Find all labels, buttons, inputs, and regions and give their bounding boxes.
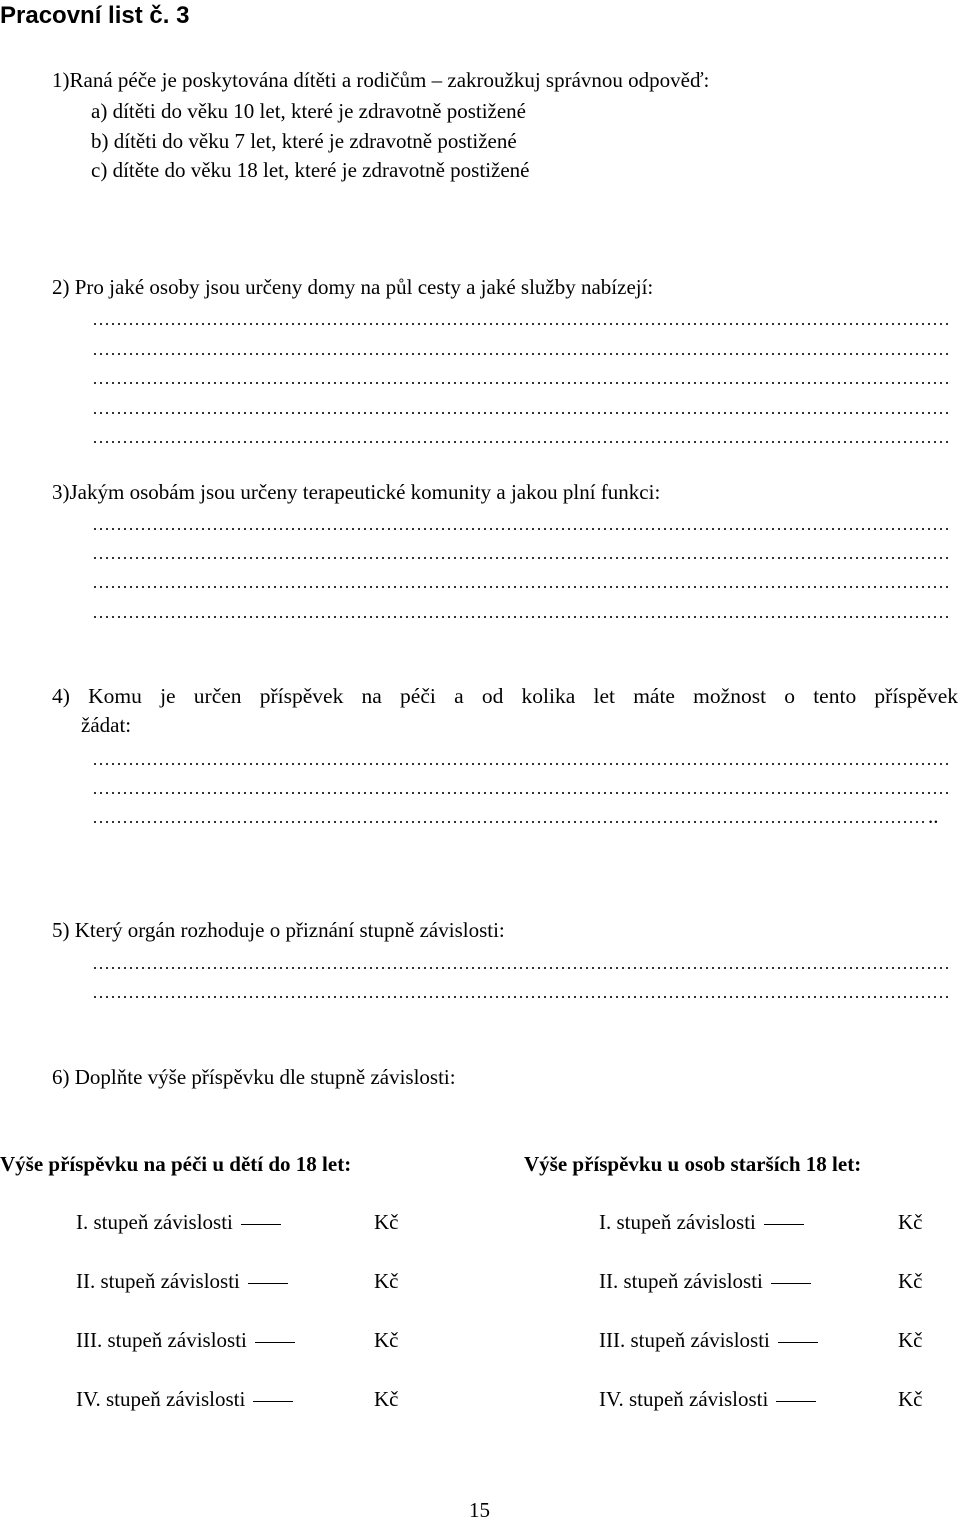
right-row-2-currency[interactable]: Kč: [898, 1269, 923, 1293]
left-row-2-label: II. stupeň závislosti: [76, 1269, 240, 1293]
answer-line[interactable]: [92, 967, 952, 969]
question-3: 3)Jakým osobám jsou určeny terapeutické komunity a jakou plní funkci:: [52, 480, 661, 504]
right-row-1-currency[interactable]: Kč: [898, 1210, 923, 1234]
dash: [764, 1224, 804, 1225]
answer-line[interactable]: [92, 557, 952, 559]
answer-line[interactable]: [92, 763, 952, 765]
left-row-1-currency[interactable]: Kč: [374, 1210, 399, 1234]
left-row-4-currency[interactable]: Kč: [374, 1387, 399, 1411]
q1-option-a[interactable]: a) dítěti do věku 10 let, které je zdravotně postižené: [91, 99, 527, 123]
left-row-1-label: I. stupeň závislosti: [76, 1210, 233, 1234]
question-5: 5) Který orgán rozhoduje o přiznání stupně závislosti:: [52, 918, 505, 942]
right-row-3-currency[interactable]: Kč: [898, 1328, 923, 1352]
left-row-3-currency[interactable]: Kč: [374, 1328, 399, 1352]
left-row-label: [76, 1271, 288, 1292]
answer-line[interactable]: [92, 528, 952, 530]
q1-option-b[interactable]: b) dítěti do věku 7 let, které je zdravotně postižené: [91, 129, 517, 153]
answer-line[interactable]: [92, 996, 952, 998]
right-row-1-label: I. stupeň závislosti: [599, 1210, 756, 1234]
page-title: Pracovní list č. 3: [0, 2, 190, 29]
question-4: 4) Komu je určen příspěvek na péči a od kolika let máte možnost o tento příspěvek: [52, 684, 958, 708]
left-table-header: Výše příspěvku na péči u dětí do 18 let:: [0, 1152, 352, 1176]
right-row-label: [599, 1212, 804, 1233]
right-row-4-currency[interactable]: Kč: [898, 1387, 923, 1411]
dash: [248, 1283, 288, 1284]
question-6: 6) Doplňte výše příspěvku dle stupně závislosti:: [52, 1065, 456, 1089]
question-4-cont: žádat:: [81, 713, 132, 737]
right-row-label: [599, 1271, 811, 1292]
left-row-3-label: III. stupeň závislosti: [76, 1328, 247, 1352]
answer-line[interactable]: [92, 412, 952, 414]
right-table-header: Výše příspěvku u osob starších 18 let:: [524, 1152, 862, 1176]
answer-line[interactable]: [92, 441, 952, 443]
answer-line[interactable]: [92, 382, 952, 384]
answer-line[interactable]: [92, 586, 952, 588]
left-row-label: [76, 1330, 295, 1351]
dash: [241, 1224, 281, 1225]
left-row-label: [76, 1389, 293, 1410]
answer-line[interactable]: [92, 821, 926, 823]
dash: [778, 1342, 818, 1343]
right-row-3-label: III. stupeň závislosti: [599, 1328, 770, 1352]
left-row-2-currency[interactable]: Kč: [374, 1269, 399, 1293]
answer-line-tail: ..: [928, 804, 939, 828]
q1-option-c[interactable]: c) dítěte do věku 18 let, které je zdravotně postižené: [91, 158, 530, 182]
right-row-label: [599, 1330, 818, 1351]
left-row-4-label: IV. stupeň závislosti: [76, 1387, 246, 1411]
answer-line[interactable]: [92, 323, 952, 325]
dash: [776, 1401, 816, 1402]
answer-line[interactable]: [92, 353, 952, 355]
left-row-label: [76, 1212, 281, 1233]
dash: [771, 1283, 811, 1284]
answer-line[interactable]: [92, 792, 952, 794]
right-row-2-label: II. stupeň závislosti: [599, 1269, 763, 1293]
right-row-4-label: IV. stupeň závislosti: [599, 1387, 769, 1411]
right-row-label: [599, 1389, 816, 1410]
dash: [253, 1401, 293, 1402]
dash: [255, 1342, 295, 1343]
question-1: 1)Raná péče je poskytována dítěti a rodičům – zakroužkuj správnou odpověď:: [52, 68, 710, 92]
page-number: 15: [469, 1498, 490, 1522]
answer-line[interactable]: [92, 616, 952, 618]
question-2: 2) Pro jaké osoby jsou určeny domy na půl cesty a jaké služby nabízejí:: [52, 275, 654, 299]
